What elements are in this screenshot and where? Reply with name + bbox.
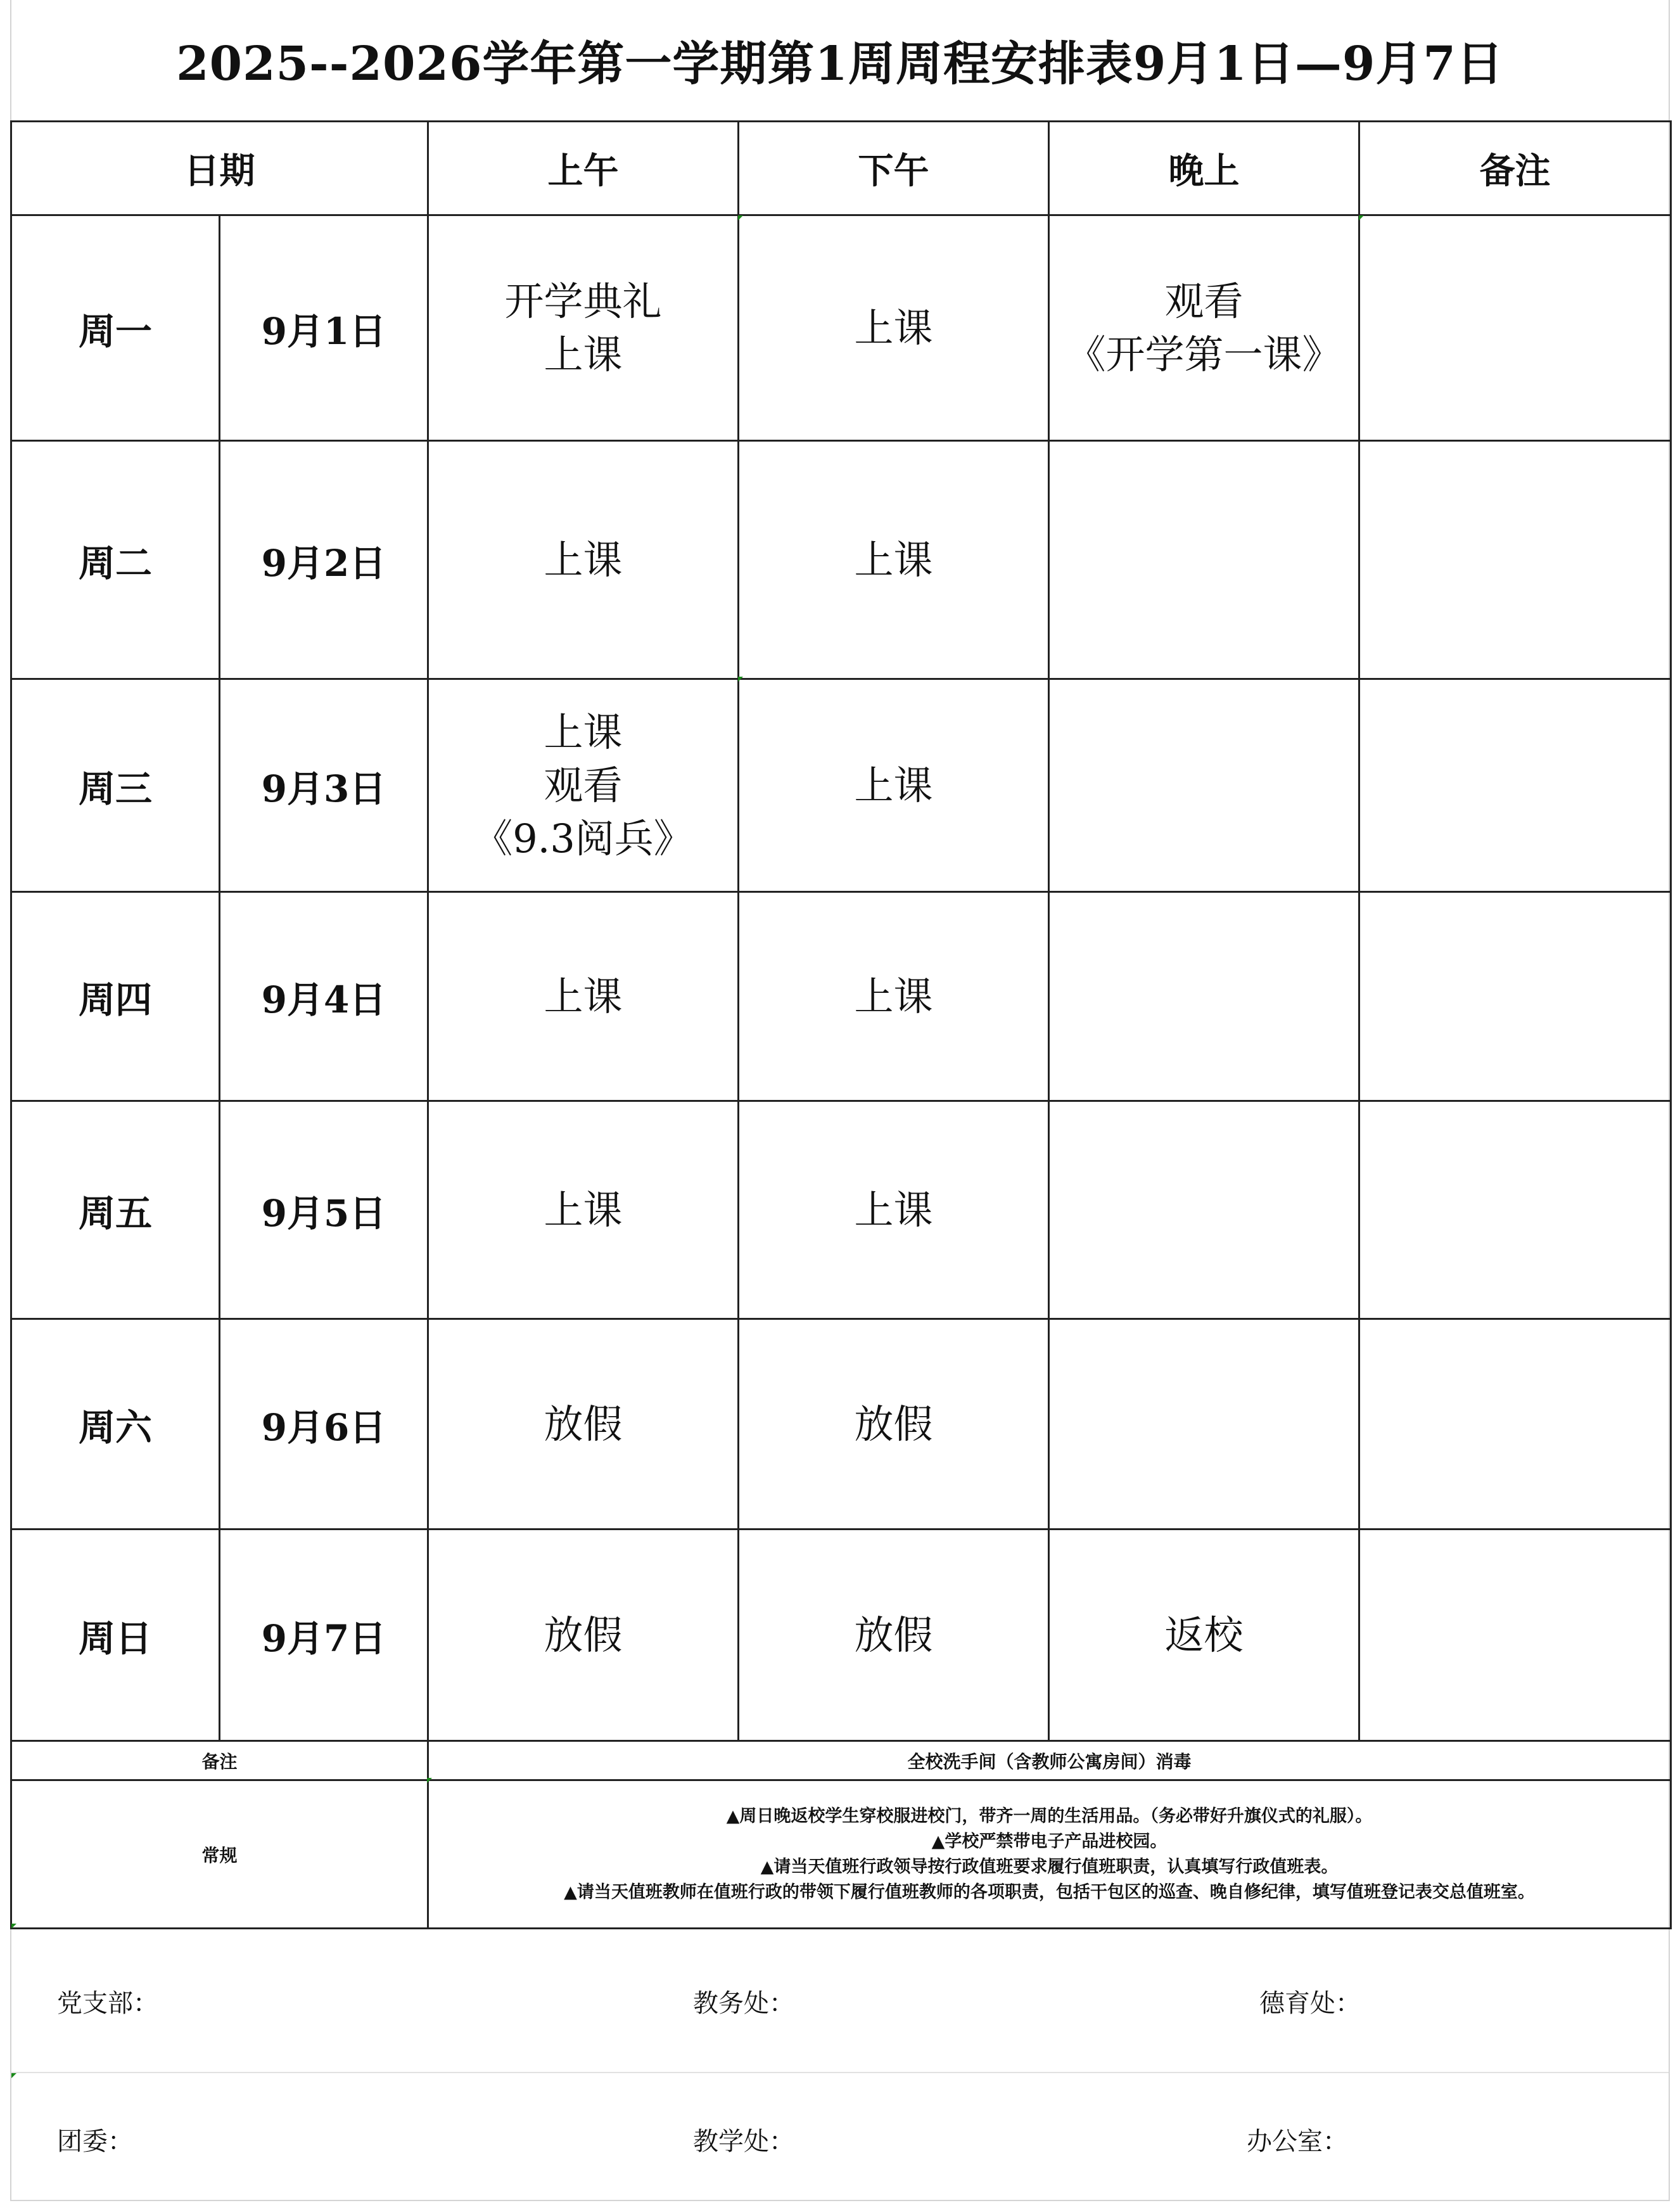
rule-line: ▲请当天值班行政领导按行政值班要求履行值班职责，认真填写行政值班表。	[760, 1856, 1339, 1877]
pm-activity: 放假	[854, 1400, 933, 1447]
pm-activity: 放假	[854, 1611, 933, 1658]
signature-divider	[11, 2072, 1669, 2073]
eve-cell	[1049, 1530, 1359, 1741]
rules-label: 常规	[11, 1780, 428, 1929]
am-cell	[428, 679, 739, 892]
am-cell	[428, 215, 739, 441]
cell-comment-marker	[738, 677, 743, 682]
am-activity: 观看	[544, 762, 623, 808]
day-date: 9月2日	[220, 441, 428, 679]
day-date: 9月7日	[220, 1530, 428, 1741]
am-activity: 放假	[544, 1611, 623, 1658]
day-name: 周二	[11, 441, 220, 679]
am-cell	[428, 441, 739, 679]
day-date: 9月5日	[220, 1101, 428, 1319]
header-pm: 下午	[739, 122, 1049, 215]
remarks-text: 全校洗手间（含教师公寓房间）消毒	[428, 1741, 1671, 1780]
am-activity: 放假	[544, 1400, 623, 1447]
day-row	[11, 1530, 1671, 1741]
signature-teaching-office: 教学处：	[693, 2127, 794, 2156]
signature-general-office: 办公室：	[1247, 2127, 1348, 2156]
day-date: 9月1日	[220, 215, 428, 441]
cell-comment-marker	[1359, 215, 1364, 220]
eve-activity: 返校	[1164, 1611, 1244, 1658]
eve-cell	[1049, 679, 1359, 892]
note-cell	[1359, 215, 1671, 441]
cell-comment-marker	[11, 1924, 16, 1929]
day-row	[11, 679, 1671, 892]
remarks-row	[11, 1741, 1671, 1780]
cell-comment-marker	[738, 215, 743, 220]
signature-moral-education: 德育处：	[1259, 1989, 1361, 2018]
header-am: 上午	[428, 122, 739, 215]
note-cell	[1359, 892, 1671, 1101]
eve-activity: 《开学第一课》	[1066, 331, 1342, 378]
am-activity: 上课	[544, 708, 623, 755]
rule-line: ▲学校严禁带电子产品进校园。	[931, 1831, 1168, 1851]
pm-cell	[739, 1319, 1049, 1530]
rules-text	[428, 1780, 1671, 1929]
am-activity: 上课	[544, 973, 623, 1019]
header-date: 日期	[11, 122, 428, 215]
am-activity: 上课	[544, 331, 623, 378]
header-note: 备注	[1359, 122, 1671, 215]
pm-cell	[739, 1101, 1049, 1319]
note-cell	[1359, 1101, 1671, 1319]
day-row	[11, 215, 1671, 441]
note-cell	[1359, 1319, 1671, 1530]
pm-cell	[739, 441, 1049, 679]
day-row	[11, 1319, 1671, 1530]
pm-activity: 上课	[854, 762, 933, 808]
rule-line: ▲请当天值班教师在值班行政的带领下履行值班教师的各项职责，包括干包区的巡查、晚自修纪律，填写值班登记表交总值班室。	[564, 1882, 1535, 1902]
day-row	[11, 441, 1671, 679]
am-cell	[428, 1530, 739, 1741]
eve-activity: 观看	[1164, 278, 1244, 324]
pm-activity: 上课	[854, 1186, 933, 1233]
pm-cell	[739, 215, 1049, 441]
day-row	[11, 892, 1671, 1101]
day-date: 9月4日	[220, 892, 428, 1101]
header-row	[11, 122, 1671, 215]
am-cell	[428, 1101, 739, 1319]
eve-cell	[1049, 1101, 1359, 1319]
header-eve: 晚上	[1049, 122, 1359, 215]
eve-cell	[1049, 441, 1359, 679]
day-name: 周六	[11, 1319, 220, 1530]
pm-cell	[739, 1530, 1049, 1741]
day-name: 周五	[11, 1101, 220, 1319]
remarks-label: 备注	[11, 1741, 428, 1780]
note-cell	[1359, 1530, 1671, 1741]
pm-activity: 上课	[854, 536, 933, 583]
am-cell	[428, 1319, 739, 1530]
pm-cell	[739, 892, 1049, 1101]
day-name: 周一	[11, 215, 220, 441]
day-date: 9月6日	[220, 1319, 428, 1530]
eve-cell	[1049, 1319, 1359, 1530]
pm-cell	[739, 679, 1049, 892]
day-rows	[11, 215, 1671, 1741]
day-row	[11, 1101, 1671, 1319]
note-cell	[1359, 441, 1671, 679]
note-cell	[1359, 679, 1671, 892]
page-title: 2025--2026学年第一学期第1周周程安排表9月1日—9月7日	[176, 37, 1504, 91]
am-activity: 开学典礼	[504, 278, 662, 324]
signature-academic-affairs: 教务处：	[693, 1989, 794, 2018]
day-date: 9月3日	[220, 679, 428, 892]
rules-row	[11, 1780, 1671, 1929]
day-name: 周三	[11, 679, 220, 892]
eve-cell	[1049, 215, 1359, 441]
cell-comment-marker	[427, 1778, 432, 1783]
rule-line: ▲周日晚返校学生穿校服进校门，带齐一周的生活用品。（务必带好升旗仪式的礼服）。	[726, 1806, 1373, 1826]
signature-youth-league: 团委：	[57, 2127, 133, 2156]
cell-comment-marker	[11, 2073, 16, 2078]
am-activity: 上课	[544, 536, 623, 583]
day-name: 周四	[11, 892, 220, 1101]
eve-cell	[1049, 892, 1359, 1101]
signature-party-branch: 党支部：	[57, 1989, 158, 2018]
am-activity: 上课	[544, 1186, 623, 1233]
pm-activity: 上课	[854, 973, 933, 1019]
am-activity: 《9.3阅兵》	[473, 815, 693, 862]
am-cell	[428, 892, 739, 1101]
schedule-table	[10, 120, 1672, 1929]
pm-activity: 上课	[854, 304, 933, 351]
day-name: 周日	[11, 1530, 220, 1741]
